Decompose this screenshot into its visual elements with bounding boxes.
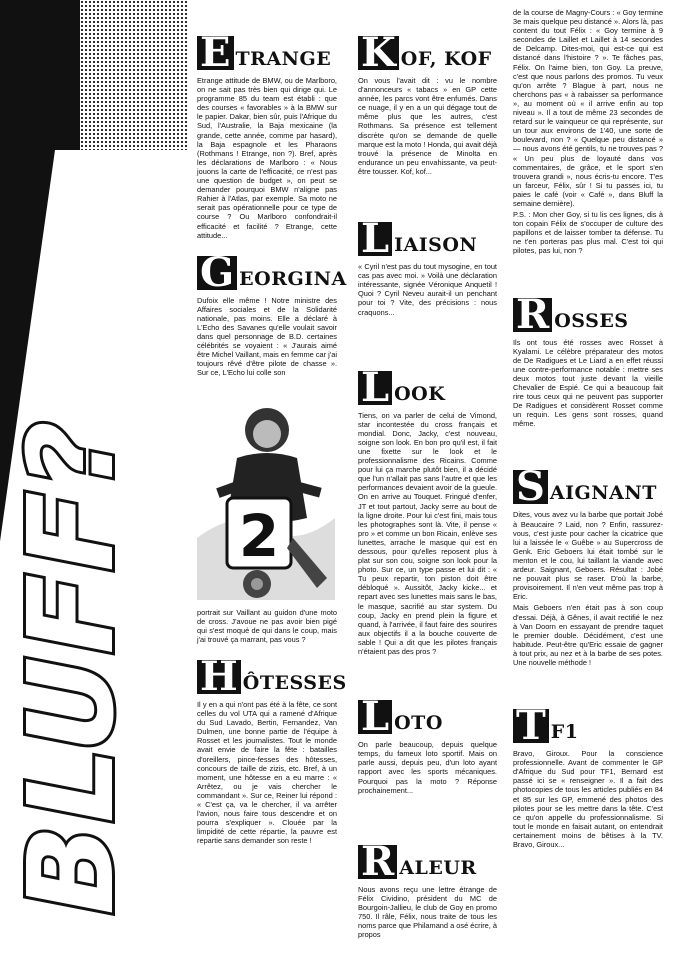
- article-saignant-body2: Mais Geboers n'en était pas à son coup d'essai. Déjà, à Gênes, il avait rectifié le nez à Van Doorn en essayant de prendre taquet le premier double. Décidément, c'est une habitude. Peut-être qu'Eric essaie de gagner à tout prix, au nez et à la barbe de ses potes. Une nouvelle méthode !: [513, 603, 663, 667]
- heading-initial: H: [197, 660, 241, 694]
- article-raleur-ps: P.S. : Mon cher Goy, si tu lis ces lignes, dis à ton copain Félix de s'occuper de culture des papillons et de laisser tomber ta défense. Tu ne t'en porteras pas plus mal. C'est toi qui pilotes, pas lui, non ?: [513, 210, 663, 256]
- heading-rest: OTO: [394, 712, 443, 735]
- rider-photo: [197, 388, 335, 600]
- heading-loto: [358, 693, 497, 741]
- heading-initial: L: [358, 222, 392, 256]
- column-1: [197, 29, 347, 848]
- heading-initial: E: [197, 36, 234, 70]
- heading-etrange: [197, 29, 337, 76]
- article-georgina-caption: portrait sur Vaillant au guidon d'une moto de cross. J'avoue ne pas avoir bien pigé qui s'est moqué de qui dans le coup, mais j'ai trouvé ça marrant, pas vous ?: [197, 607, 337, 644]
- bluff-vertical-title: BLUFF?: [2, 418, 140, 915]
- heading-initial: G: [197, 256, 237, 290]
- heading-rest: OOK: [394, 382, 446, 405]
- article-etrange-body: Etrange attitude de BMW, ou de Marlboro, on ne sait pas très bien qui dirige qui. Le programme 85 du team est établi : que des courses « favorables » à la BMW sur le papier. Dakar, bien sûr, puis l'Afrique du Sud, l'Australie, la Baja mexicaine (la grande, cette année, comme par hasard), la Baja espagnole et les Pharaons (Rothmans ! Etrange, non ?). Bref, après les déclarations de Marlboro : « Nous jouons la carte de l'efficacité, ce n'est pas une question de budget », on peut se demander pourquoi BMW n'aligne pas Rahier à l'Atlas, par exemple. Sa moto ne serait pas opérationnelle pour ce type de course ? Ou Marlboro confondrait-il efficacité et facilité ? Etrange, cette attitude...: [197, 76, 337, 240]
- bluff-banner: [0, 0, 190, 970]
- article-liaison-body: « Cyril n'est pas du tout mysogine, en tout cas pas avec moi. » Voilà une déclaration intéressante, signée Véronique Anquetil ! Quoi ? Cyril Neveu aurait-il un penchant pour toi ? Vite, des précisions : nous craquons...: [358, 262, 497, 317]
- article-raleur-continuation: de la course de Magny-Cours : « Goy termine 3e mais quelque peu distancé ». Alors là, pas content du tout Félix : « Goy termine à 9 secondes de Laillet et Laillet à 14 secondes de Delcamp. Dites-moi, qui est-ce qui est distancé dans l'histoire ? ». Te fâches pas, Félix. On l'aime bien, ton Goy. La preuve, c'est que nous parlons des promos. Tu veux qu'on arrête ? Blague à part, nous ne cherchons pas « à rabaisser sa performance », au moment où « il arrive enfin au top niveau ». Il a tout de même 23 secondes de retard sur le vainqueur ce qui représente, sur un tour aux environs de 1'40, une sorte de boulevard, non ? « Quelque peu distancé » — nous avons été gentils, tu ne trouves pas ? « Un peu plus de loyauté dans vos commentaires, de grâce, et le sport s'en trouvera grandi », nous écris-tu encore. T'es un farceur, Félix, sûr ! Si tu passes ici, tu paies le café (voir « Café », dans Bluff la semaine dernière).: [513, 8, 663, 208]
- heading-tf1: [513, 702, 663, 750]
- article-rosses-body: Ils ont tous été rosses avec Rosset à Kyalami. Le célèbre préparateur des motos de De Radigues et Le Liard a en effet réussi une contre-performance notable : mettre ses deux motos tout juste devant la vieille Chevalier de Espié. Ce qui a beaucoup fait rire tous ceux qui ne peuvent pas supporter De Radigues et considèrent Rosset comme un requin. Les gens sont rosses, quand même.: [513, 337, 663, 429]
- column-3: [513, 8, 663, 851]
- article-tf1-body: Bravo, Giroux. Pour la conscience professionnelle. Avant de commenter le GP d'Afrique du Sud pour TF1, Bernard est passé ici se « renseigner ». Il a fait des photocopies de tous les articles publiés en 84 et 85 sur les GP, emmené des photos des pilotes pour se les mettre dans la tête. C'est ce qu'on appelle du professionnalisme. Si tout le monde en faisait autant, on entendrait certainement moins de bêtises à la TV. Bravo, Giroux...: [513, 749, 663, 849]
- heading-rest: ÔTESSES: [242, 672, 347, 694]
- heading-georgina: [197, 248, 347, 296]
- column-2: [358, 29, 497, 941]
- heading-rest: IAISON: [394, 234, 478, 257]
- article-saignant-body: Dites, vous avez vu la barbe que portait Jobé à Beaucaire ? Laid, non ? Enfin, rassurez-vous, c'est juste pour cacher la cicatrice que lui a laissée le « Guêbe » au Supercross de Genk. Eric Geboers lui était tombé sur le menton et le cou, lui taillant la viande avec ardeur. Saignant, Geboers. Résultat : Jobé ne pouvait plus se raser. D'où la barbe, provisoirement. Il n'en veut même pas trop à Eric.: [513, 510, 663, 602]
- heading-look: [358, 363, 497, 411]
- heading-rest: OF, KOF: [400, 48, 492, 70]
- heading-rosses: [513, 290, 663, 338]
- heading-initial: T: [513, 709, 549, 743]
- heading-rest: F1: [550, 721, 579, 744]
- article-look-body: Tiens, on va parler de celui de Vimond, star incontestée du cross français et mondial. Donc, Jacky, c'est nouveau, soigne son look. En bon pro qu'il est, il fait une fixette sur le look et le professionnalisme des Ricains. Comme pour lui ça marche plutôt bien, il a décidé que l'un n'allait pas sans l'autre et que les performances devaient avoir de la gueule. On en arrive au Touquet. Fringué d'enfer, JT et tout partout, Jacky serre au bout de la ligne droite. Pour lui c'est fini, mais tous les photographes sont là. Vite, il pense « pro » et comme un bon Ricain, enlève ses lunettes, arrache le masque qui est en dessous, pour qu'elles reposent plus à plat sur son cou, soigne son look pour la photo. Sur ce, un type passe et lui dit : « Tu peux repartir, ton piston doit être débloqué ». Aussitôt, Jacky kicke... et repart avec ses lunettes mais sans le bas, le masque, sacrifié au star system. Du coup, Jacky en prend plein la figure et quand, à l'arrivée, il faut faire des sourires aux objectifs il a la bouche couverte de sable ! Qui a dit que les pilotes français n'étaient pas des pros ?: [358, 410, 497, 657]
- article-georgina-body: Dufoix elle même ! Notre ministre des Affaires sociales et de la Solidarité nationale, pas moins. Elle a déclaré à L'Echo des Savanes qu'elle voulait savoir dans quel personnage de B.D. certaines célébrités se voyaient : « J'aurais aimé être Michel Vaillant, mais en femme car j'ai toujours rêvé d'être pilote de chasse ». Sur ce, L'Echo lui colle son: [197, 295, 337, 378]
- heading-initial: R: [358, 845, 397, 879]
- heading-rest: TRANGE: [235, 48, 332, 70]
- heading-rest: ALEUR: [399, 856, 477, 879]
- heading-initial: L: [358, 700, 392, 734]
- photo-plate-number: 2: [238, 501, 280, 570]
- heading-initial: L: [358, 371, 392, 405]
- heading-rest: OSSES: [554, 309, 629, 332]
- heading-hotesses: [197, 653, 347, 700]
- heading-rest: EORGINA: [239, 267, 347, 290]
- heading-liaison: [358, 215, 497, 263]
- article-kof-body: On vous l'avait dit : vu le nombre d'annonceurs « tabacs » en GP cette année, les parcs vont être enfumés. Dans ce nuage, il y en a un qui dégage tout de même plus que les autres, c'est Rothmans. Sa présence est tellement discrète qu'on se demande de quelle marque est la moto ! Honda, qui avait déjà trouvé la présence de Minolta en endurance un peu envahissante, va peut-être tousser. Kof, kof...: [358, 76, 497, 176]
- heading-initial: R: [513, 298, 552, 332]
- article-hotesses-body: Il y en a qui n'ont pas été à la fête, ce sont celles du vol UTA qui a ramené d'Afrique du Sud Lavado, Bertin, Fernandez, Van Dulmen, une bonne partie de l'équipe à Rosset et les journalistes. Tout le monde avait envie de faire la fête : batailles d'oreillers, pince-fesses des hôtesses, concours de taille de zizis, etc. Bref, à un moment, une hôtesse en a eu marre : « Arrêtez, ou je vais chercher le commandant ». Sur ce, Reiner lui répond : « C'est ça, va le chercher, il va arrêter l'avion, nous faire tous descendre et on pourra s'expliquer ». Clouée par la limpidité de cette répartie, la pauvre est repartie sans demander son reste !: [197, 700, 337, 846]
- article-loto-body: On parle beaucoup, depuis quelque temps, du fameux loto sportif. Mais on parle aussi, depuis peu, d'un loto ayant rapport avec les sports mécaniques. Pourquoi pas la moto ? Réponse prochainement...: [358, 740, 497, 795]
- heading-initial: S: [513, 470, 548, 504]
- heading-raleur: [358, 837, 497, 885]
- heading-kof: [358, 29, 497, 76]
- article-raleur-body: Nous avons reçu une lettre étrange de Félix Cividino, président du MC de Bourgoin-Jallieu, le club de Goy en promo 750. Il râle, Félix, nous traite de tous les noms parce que Philamand a osé écrire, à propos: [358, 884, 497, 940]
- heading-rest: AIGNANT: [549, 482, 657, 505]
- heading-saignant: [513, 463, 663, 511]
- heading-initial: K: [358, 36, 399, 70]
